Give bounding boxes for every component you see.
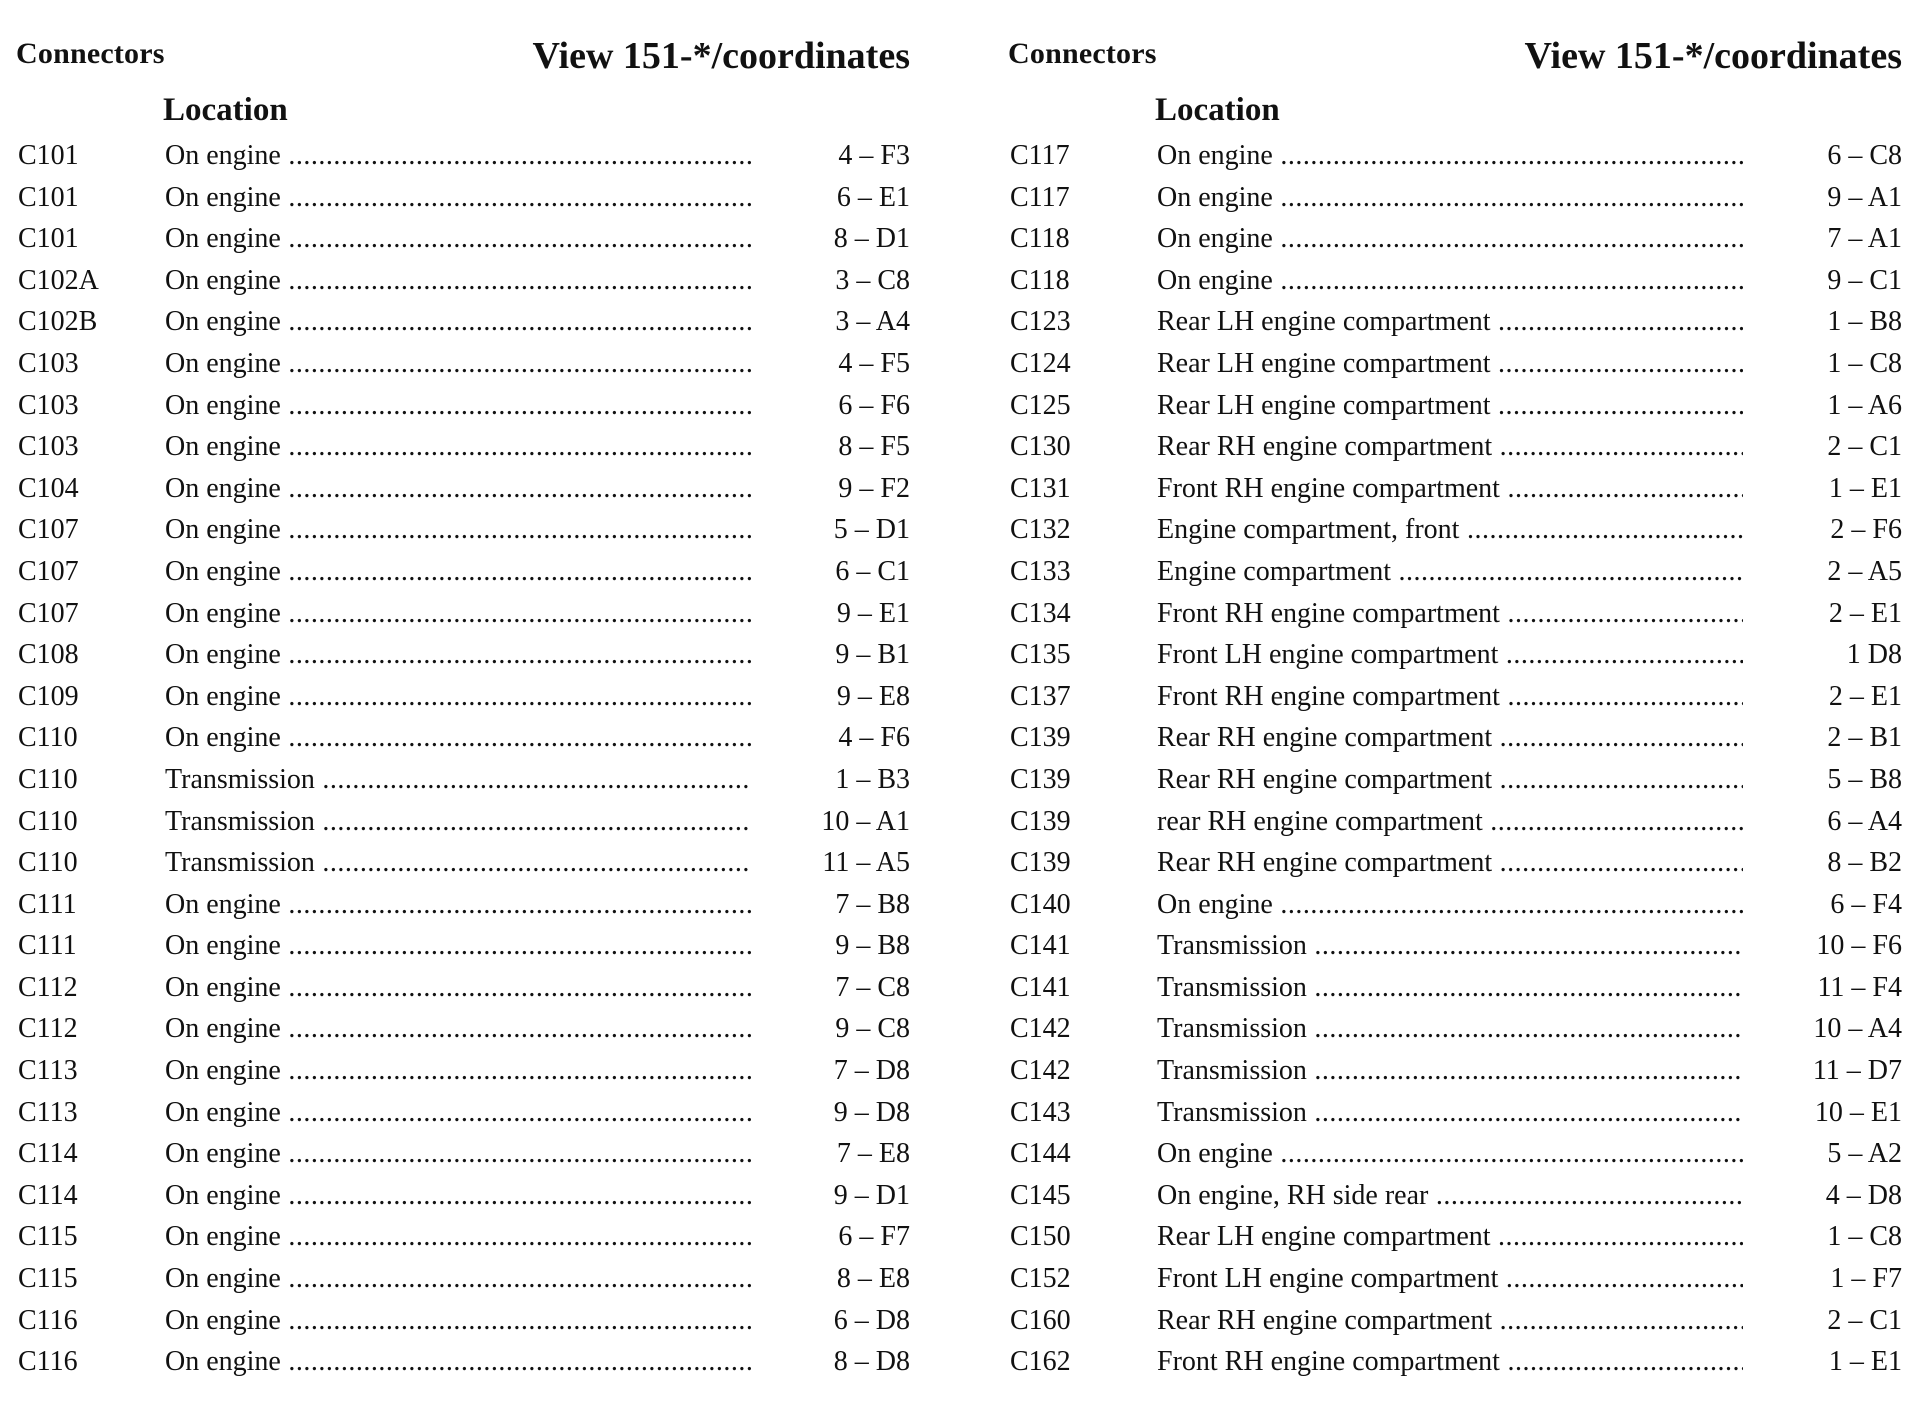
connector-coordinate: 10 – A1 — [821, 805, 910, 837]
connector-code: C112 — [18, 971, 78, 1003]
connector-coordinate: 2 – F6 — [1830, 514, 1902, 546]
connector-code: C116 — [18, 1304, 78, 1336]
connector-row — [0, 468, 940, 510]
connector-code: C113 — [18, 1055, 78, 1087]
connector-row — [992, 1300, 1912, 1342]
connector-code: C115 — [18, 1263, 78, 1295]
connector-row — [0, 634, 940, 676]
connector-row — [0, 135, 940, 177]
connector-code: C115 — [18, 1221, 78, 1253]
connector-coordinate: 7 – B8 — [835, 888, 910, 920]
connector-code: C141 — [1010, 971, 1071, 1003]
connector-location: On engine ..... — [165, 634, 751, 676]
connector-location: Front RH engine compartment ..... — [1157, 468, 1743, 510]
connector-coordinate: 6 – F6 — [838, 389, 910, 421]
connector-coordinate: 4 – F3 — [838, 140, 910, 171]
connector-code: C112 — [18, 1013, 78, 1045]
connector-location: On engine ..... — [165, 177, 751, 219]
connector-location: On engine ..... — [1157, 135, 1743, 177]
connector-location: Transmission ..... — [1157, 925, 1743, 967]
connector-coordinate: 5 – A2 — [1827, 1138, 1902, 1170]
connector-row — [992, 509, 1912, 551]
connector-code: C104 — [18, 472, 79, 504]
connector-code: C113 — [18, 1096, 78, 1128]
connector-row — [0, 426, 940, 468]
connector-coordinate: 8 – D8 — [833, 1346, 910, 1378]
connector-location: On engine ..... — [165, 343, 751, 385]
connector-location: Front LH engine compartment ..... — [1157, 1258, 1743, 1300]
connector-row — [0, 260, 940, 302]
connector-row — [992, 468, 1912, 510]
connector-coordinate: 10 – F6 — [1816, 930, 1902, 962]
connector-code: C110 — [18, 763, 78, 795]
connector-coordinate: 1 – F7 — [1830, 1263, 1902, 1295]
view-coordinates-heading: View 151-*/coordinates — [532, 35, 910, 77]
connector-code: C117 — [1010, 140, 1070, 171]
connector-coordinate: 2 – C1 — [1827, 1304, 1902, 1336]
connector-row — [0, 1216, 940, 1258]
connector-location: On engine ..... — [165, 1341, 751, 1383]
connector-row — [0, 1300, 940, 1342]
connector-location: Rear RH engine compartment ..... — [1157, 1300, 1743, 1342]
connector-location: Front RH engine compartment ..... — [1157, 1341, 1743, 1383]
connector-location: On engine ..... — [1157, 218, 1743, 260]
connector-code: C111 — [18, 888, 77, 920]
connector-coordinate: 1 – E1 — [1828, 472, 1902, 504]
connector-location: On engine, RH side rear ..... — [1157, 1175, 1743, 1217]
connector-coordinate: 9 – F2 — [838, 472, 910, 504]
connector-location: Rear RH engine compartment ..... — [1157, 717, 1743, 759]
connector-location: Transmission ..... — [165, 801, 751, 843]
connector-code: C118 — [1010, 264, 1070, 296]
connector-coordinate: 9 – E1 — [836, 597, 910, 629]
connector-row — [992, 135, 1912, 177]
connector-location: On engine ..... — [165, 1008, 751, 1050]
connector-row — [992, 1258, 1912, 1300]
connector-row — [0, 967, 940, 1009]
connector-code: C140 — [1010, 888, 1071, 920]
connector-location: On engine ..... — [165, 135, 751, 177]
connector-code: C107 — [18, 555, 79, 587]
connector-code: C103 — [18, 389, 79, 421]
connector-row — [0, 218, 940, 260]
connector-coordinate: 3 – A4 — [835, 306, 910, 338]
connector-location: On engine ..... — [165, 717, 751, 759]
connector-row — [0, 925, 940, 967]
connector-code: C107 — [18, 597, 79, 629]
connector-code: C102B — [18, 306, 98, 338]
connector-coordinate: 9 – C8 — [835, 1013, 910, 1045]
connector-code: C125 — [1010, 389, 1071, 421]
connector-coordinate: 6 – A4 — [1827, 805, 1902, 837]
connector-coordinate: 1 – B3 — [835, 763, 910, 795]
connector-row — [992, 426, 1912, 468]
connector-row — [0, 717, 940, 759]
connector-code: C107 — [18, 514, 79, 546]
connector-row — [992, 717, 1912, 759]
connector-row — [992, 1050, 1912, 1092]
connector-location: On engine ..... — [165, 1216, 751, 1258]
connector-row — [992, 1175, 1912, 1217]
connector-location: Rear LH engine compartment ..... — [1157, 343, 1743, 385]
connector-row — [0, 1008, 940, 1050]
connector-code: C162 — [1010, 1346, 1071, 1378]
connector-location: Engine compartment, front ..... — [1157, 509, 1743, 551]
connector-code: C101 — [18, 140, 79, 171]
connector-row — [0, 759, 940, 801]
connector-location: On engine ..... — [165, 551, 751, 593]
connector-coordinate: 1 – C8 — [1827, 1221, 1902, 1253]
connector-row — [992, 1092, 1912, 1134]
connector-coordinate: 8 – F5 — [838, 431, 910, 463]
connector-code: C108 — [18, 639, 79, 671]
connector-row — [992, 218, 1912, 260]
connector-coordinate: 9 – D1 — [833, 1179, 910, 1211]
connector-location: On engine ..... — [165, 1133, 751, 1175]
location-heading: Location — [1155, 92, 1280, 128]
connector-row — [992, 1133, 1912, 1175]
connector-location: On engine ..... — [1157, 884, 1743, 926]
connector-coordinate: 9 – D8 — [833, 1096, 910, 1128]
connector-location: On engine ..... — [165, 509, 751, 551]
connector-column-right — [992, 0, 1912, 1408]
connector-coordinate: 1 D8 — [1846, 639, 1902, 671]
connector-coordinate: 6 – F4 — [1830, 888, 1902, 920]
connector-location: On engine ..... — [1157, 260, 1743, 302]
connector-code: C101 — [18, 181, 79, 213]
connector-code: C124 — [1010, 347, 1071, 379]
connector-location: On engine ..... — [165, 925, 751, 967]
connector-coordinate: 2 – A5 — [1827, 555, 1902, 587]
connector-row — [992, 343, 1912, 385]
connector-location: On engine ..... — [1157, 1133, 1743, 1175]
connector-coordinate: 2 – E1 — [1828, 680, 1902, 712]
connector-code: C110 — [18, 722, 78, 754]
connector-row — [992, 301, 1912, 343]
connector-code: C111 — [18, 930, 77, 962]
connector-code: C139 — [1010, 847, 1071, 879]
connector-code: C116 — [18, 1346, 78, 1378]
connector-code: C103 — [18, 347, 79, 379]
connector-code: C139 — [1010, 722, 1071, 754]
connector-location: On engine ..... — [165, 426, 751, 468]
connector-location: On engine ..... — [165, 1258, 751, 1300]
connector-location: Rear LH engine compartment ..... — [1157, 1216, 1743, 1258]
connector-code: C135 — [1010, 639, 1071, 671]
connector-coordinate: 11 – F4 — [1817, 971, 1902, 1003]
connector-coordinate: 10 – E1 — [1814, 1096, 1902, 1128]
connector-row — [0, 593, 940, 635]
connector-row — [0, 343, 940, 385]
connector-coordinate: 1 – A6 — [1827, 389, 1902, 421]
connector-location: On engine ..... — [1157, 177, 1743, 219]
connector-location: On engine ..... — [165, 676, 751, 718]
connector-code: C114 — [18, 1138, 78, 1170]
connector-row — [992, 967, 1912, 1009]
connector-code: C123 — [1010, 306, 1071, 338]
connector-location: Transmission ..... — [1157, 1008, 1743, 1050]
connector-location: On engine ..... — [165, 301, 751, 343]
connector-location: Transmission ..... — [165, 759, 751, 801]
connector-row — [0, 1050, 940, 1092]
connector-row — [0, 509, 940, 551]
connector-row — [992, 1341, 1912, 1383]
connector-code: C139 — [1010, 805, 1071, 837]
connector-coordinate: 7 – C8 — [835, 971, 910, 1003]
connector-coordinate: 9 – A1 — [1827, 181, 1902, 213]
connector-row — [0, 1258, 940, 1300]
connector-coordinate: 2 – E1 — [1828, 597, 1902, 629]
connector-coordinate: 5 – B8 — [1827, 763, 1902, 795]
connector-location: Rear LH engine compartment ..... — [1157, 385, 1743, 427]
connectors-heading: Connectors — [1008, 37, 1157, 70]
connector-location: Front RH engine compartment ..... — [1157, 593, 1743, 635]
connector-code: C142 — [1010, 1055, 1071, 1087]
connector-location: Transmission ..... — [1157, 1050, 1743, 1092]
connector-code: C103 — [18, 431, 79, 463]
connector-code: C144 — [1010, 1138, 1071, 1170]
connector-location: On engine ..... — [165, 1175, 751, 1217]
connector-row — [0, 551, 940, 593]
location-heading: Location — [163, 92, 288, 128]
connector-coordinate: 9 – C1 — [1827, 264, 1902, 296]
connector-location: On engine ..... — [165, 1300, 751, 1342]
connector-row — [0, 842, 940, 884]
connector-row — [0, 1092, 940, 1134]
connector-location: Engine compartment ..... — [1157, 551, 1743, 593]
connector-coordinate: 7 – E8 — [836, 1138, 910, 1170]
connector-coordinate: 6 – C1 — [835, 555, 910, 587]
connector-coordinate: 4 – D8 — [1825, 1179, 1902, 1211]
connector-code: C131 — [1010, 472, 1071, 504]
connector-location: Front LH engine compartment ..... — [1157, 634, 1743, 676]
connector-coordinate: 4 – F5 — [838, 347, 910, 379]
connector-code: C118 — [1010, 223, 1070, 255]
connector-coordinate: 6 – F7 — [838, 1221, 910, 1253]
connector-row — [992, 551, 1912, 593]
connector-code: C134 — [1010, 597, 1071, 629]
connector-code: C133 — [1010, 555, 1071, 587]
connector-coordinate: 7 – A1 — [1827, 223, 1902, 255]
connector-code: C110 — [18, 805, 78, 837]
connector-code: C160 — [1010, 1304, 1071, 1336]
connector-coordinate: 6 – E1 — [836, 181, 910, 213]
connector-code: C145 — [1010, 1179, 1071, 1211]
connector-coordinate: 11 – D7 — [1812, 1055, 1902, 1087]
connector-row — [0, 1341, 940, 1383]
connector-coordinate: 9 – B1 — [835, 639, 910, 671]
connector-code: C152 — [1010, 1263, 1071, 1295]
connector-location: On engine ..... — [165, 260, 751, 302]
connector-location: On engine ..... — [165, 468, 751, 510]
connector-row — [992, 759, 1912, 801]
connector-code: C102A — [18, 264, 99, 296]
connector-code: C130 — [1010, 431, 1071, 463]
connector-location: Transmission ..... — [165, 842, 751, 884]
connector-row — [0, 1133, 940, 1175]
connector-code: C110 — [18, 847, 78, 879]
connector-row — [992, 925, 1912, 967]
view-coordinates-heading: View 151-*/coordinates — [1524, 35, 1902, 77]
connector-coordinate: 8 – B2 — [1827, 847, 1902, 879]
connector-coordinate: 1 – E1 — [1828, 1346, 1902, 1378]
connector-coordinate: 3 – C8 — [835, 264, 910, 296]
connector-coordinate: 1 – B8 — [1827, 306, 1902, 338]
connector-code: C142 — [1010, 1013, 1071, 1045]
connector-code: C139 — [1010, 763, 1071, 795]
connector-location: Transmission ..... — [1157, 1092, 1743, 1134]
connector-coordinate: 2 – C1 — [1827, 431, 1902, 463]
connector-coordinate: 1 – C8 — [1827, 347, 1902, 379]
connector-row — [992, 385, 1912, 427]
connector-code: C132 — [1010, 514, 1071, 546]
connector-row — [0, 385, 940, 427]
connector-coordinate: 8 – D1 — [833, 223, 910, 255]
connector-row — [0, 1175, 940, 1217]
connector-code: C117 — [1010, 181, 1070, 213]
connector-code: C109 — [18, 680, 79, 712]
connector-coordinate: 10 – A4 — [1813, 1013, 1902, 1045]
connector-code: C141 — [1010, 930, 1071, 962]
connector-location: Rear RH engine compartment ..... — [1157, 759, 1743, 801]
connector-coordinate: 2 – B1 — [1827, 722, 1902, 754]
connector-row — [992, 1216, 1912, 1258]
connector-location: Transmission ..... — [1157, 967, 1743, 1009]
connector-location: Rear RH engine compartment ..... — [1157, 426, 1743, 468]
connector-coordinate: 9 – B8 — [835, 930, 910, 962]
connector-location: On engine ..... — [165, 218, 751, 260]
connector-row — [992, 676, 1912, 718]
connector-row — [992, 634, 1912, 676]
connector-row — [992, 260, 1912, 302]
connector-row — [0, 301, 940, 343]
connector-row — [992, 842, 1912, 884]
connector-location: rear RH engine compartment ..... — [1157, 801, 1743, 843]
connector-row — [0, 676, 940, 718]
connectors-heading: Connectors — [16, 37, 165, 70]
connector-location: Rear LH engine compartment ..... — [1157, 301, 1743, 343]
connector-location: Front RH engine compartment ..... — [1157, 676, 1743, 718]
connector-location: On engine ..... — [165, 1050, 751, 1092]
connector-row — [992, 1008, 1912, 1050]
connector-location: On engine ..... — [165, 967, 751, 1009]
connector-code: C101 — [18, 223, 79, 255]
connector-coordinate: 8 – E8 — [836, 1263, 910, 1295]
connector-row — [0, 884, 940, 926]
connector-code: C150 — [1010, 1221, 1071, 1253]
connector-coordinate: 4 – F6 — [838, 722, 910, 754]
connector-row — [992, 593, 1912, 635]
connector-row — [992, 177, 1912, 219]
connector-coordinate: 7 – D8 — [833, 1055, 910, 1087]
connector-coordinate: 6 – C8 — [1827, 140, 1902, 171]
connector-coordinate: 5 – D1 — [833, 514, 910, 546]
connector-location: On engine ..... — [165, 884, 751, 926]
connector-coordinate: 11 – A5 — [822, 847, 910, 879]
connector-code: C114 — [18, 1179, 78, 1211]
connector-coordinate: 6 – D8 — [833, 1304, 910, 1336]
connector-row — [0, 801, 940, 843]
connector-row — [0, 177, 940, 219]
connector-list — [992, 135, 1912, 1383]
connector-row — [992, 801, 1912, 843]
connector-column-left — [0, 0, 940, 1408]
connector-row — [992, 884, 1912, 926]
connector-location: Rear RH engine compartment ..... — [1157, 842, 1743, 884]
connector-list — [0, 135, 940, 1383]
connector-code: C143 — [1010, 1096, 1071, 1128]
connector-location: On engine ..... — [165, 385, 751, 427]
connector-location: On engine ..... — [165, 593, 751, 635]
connector-location: On engine ..... — [165, 1092, 751, 1134]
connector-code: C137 — [1010, 680, 1071, 712]
connector-coordinate: 9 – E8 — [836, 680, 910, 712]
